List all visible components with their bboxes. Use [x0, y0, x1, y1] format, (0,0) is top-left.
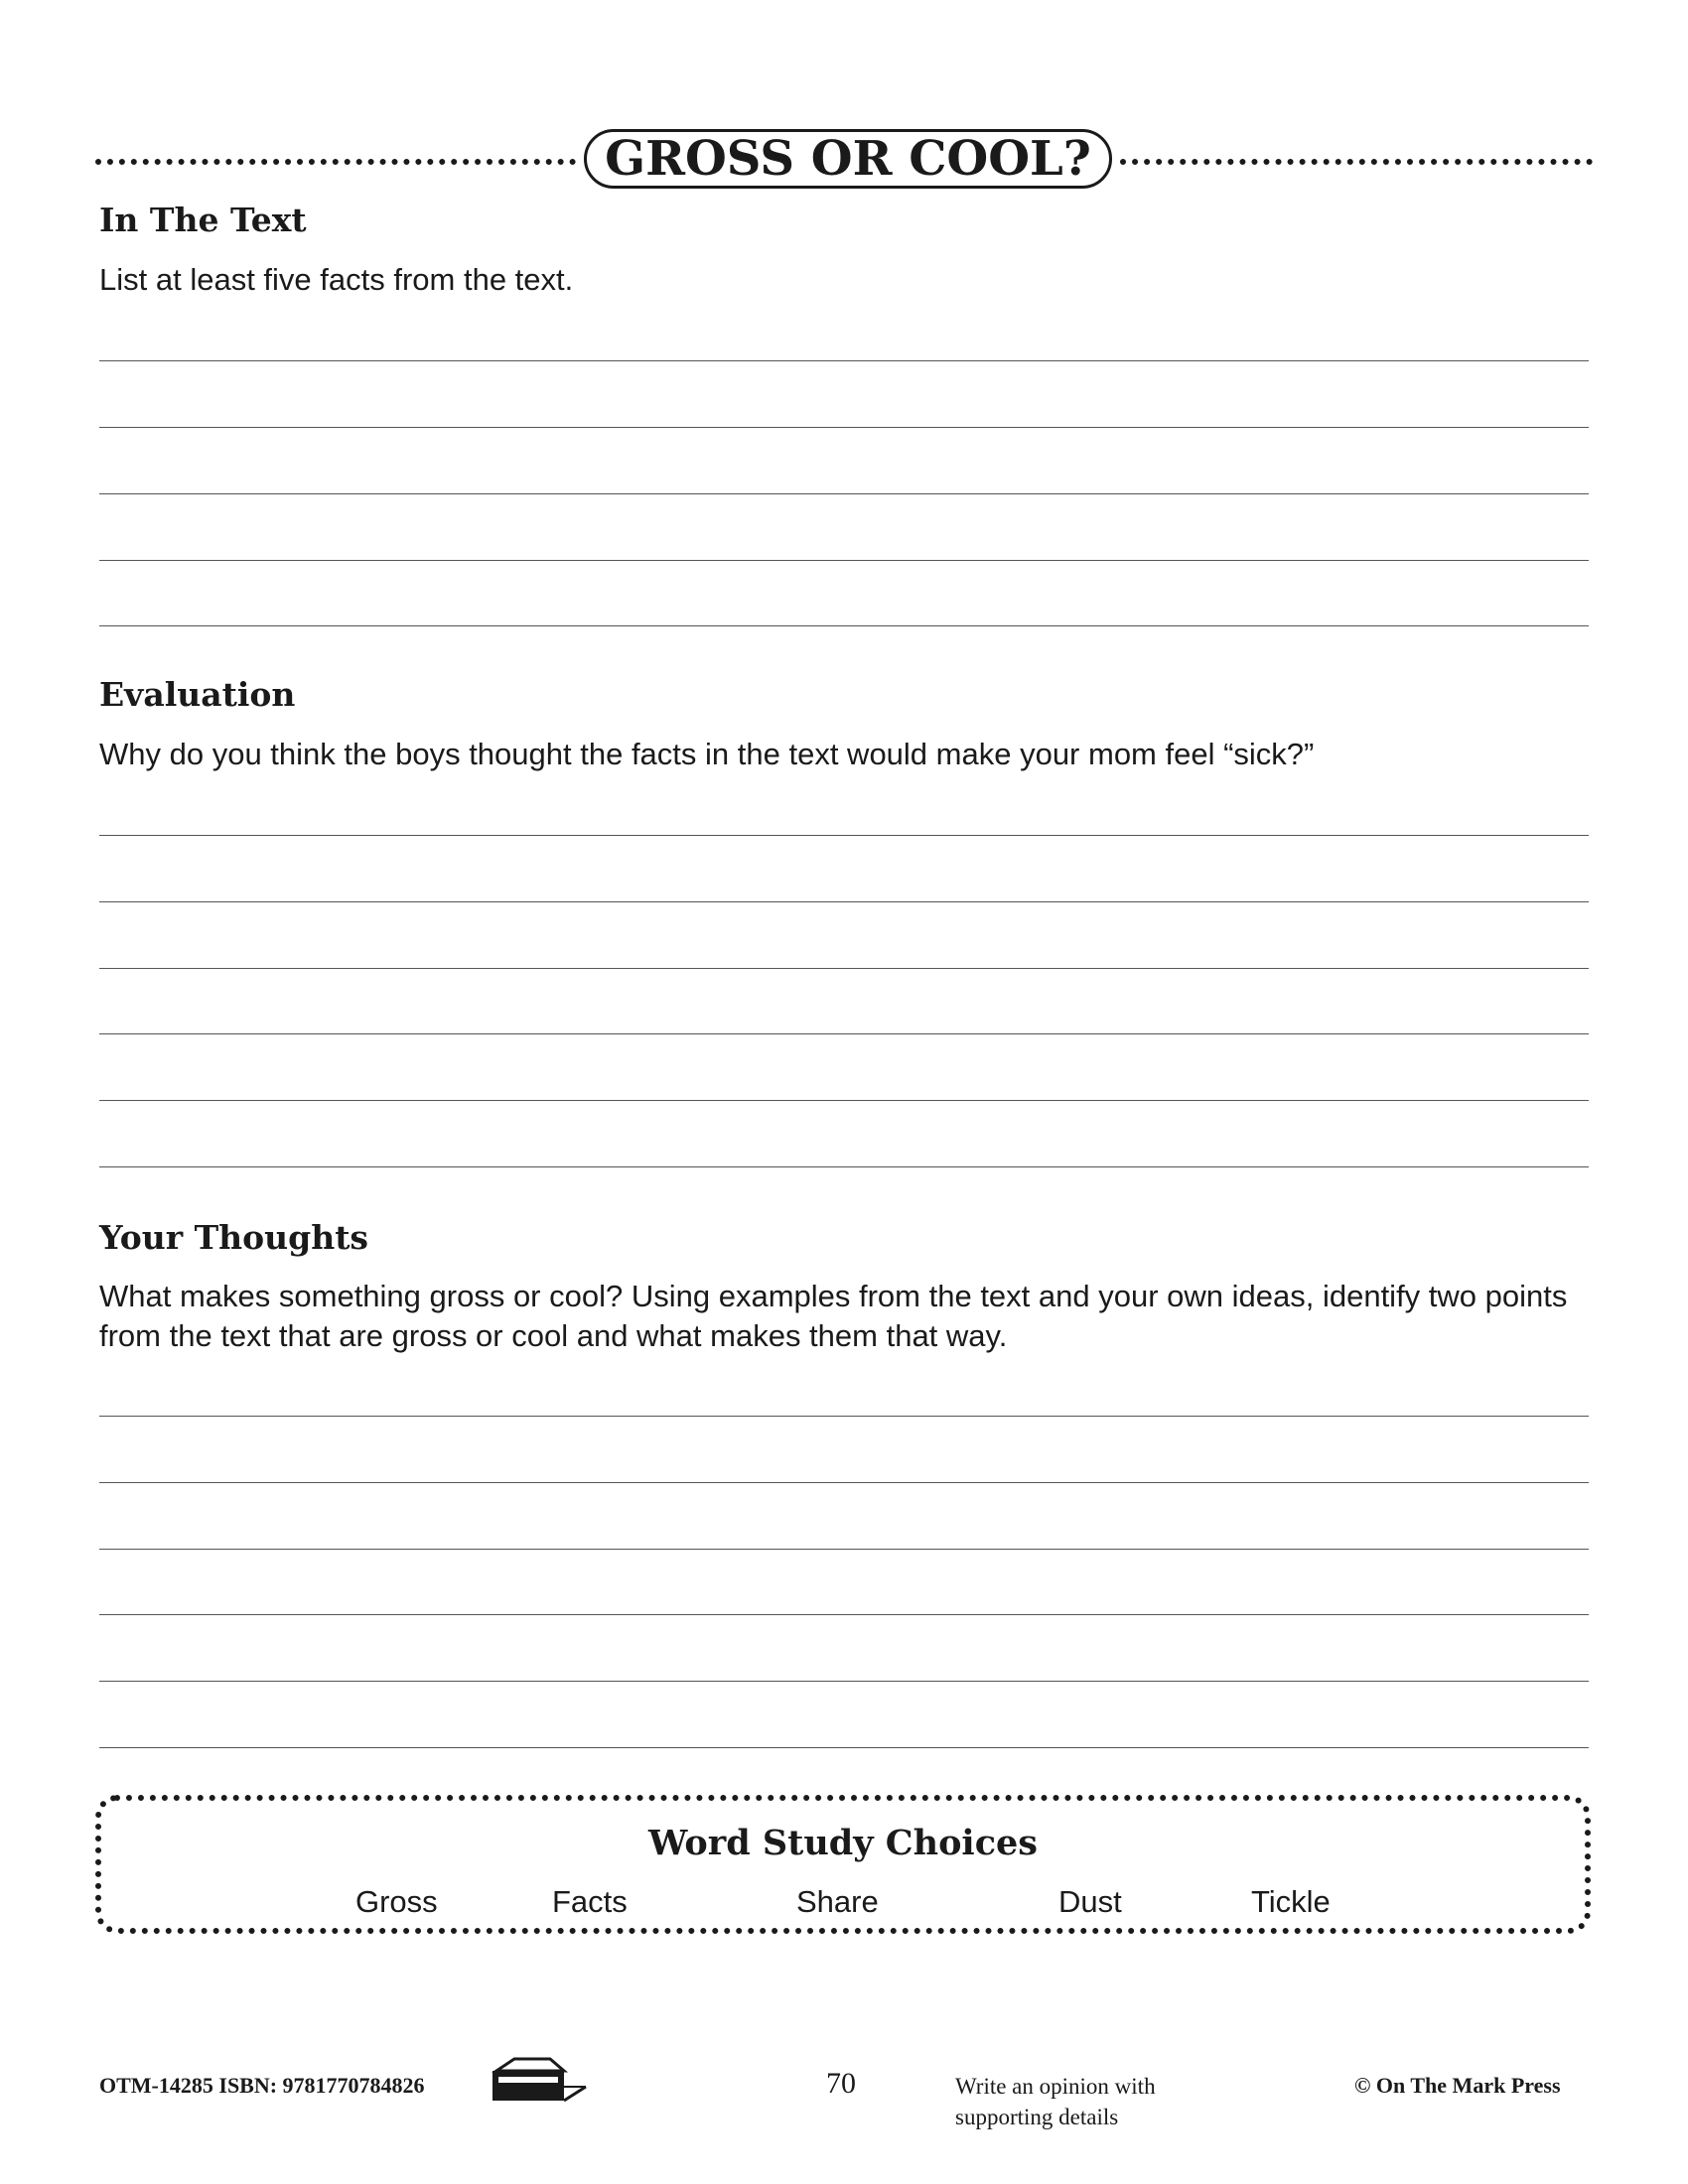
learning-standard-line: Write an opinion with [955, 2074, 1156, 2099]
answer-line[interactable] [99, 1033, 1589, 1034]
section-prompt-evaluation: Why do you think the boys thought the facts in the text would make your mom feel “sick?” [99, 737, 1315, 771]
answer-line[interactable] [99, 560, 1589, 561]
answer-line[interactable] [99, 427, 1589, 428]
section-heading-evaluation: Evaluation [99, 675, 296, 714]
page-title: GROSS OR COOL? [584, 129, 1112, 189]
answer-line[interactable] [99, 1681, 1589, 1682]
page-number: 70 [826, 2067, 856, 2100]
answer-line[interactable] [99, 1614, 1589, 1615]
word-choice: Share [796, 1884, 879, 1919]
answer-line[interactable] [99, 1416, 1589, 1417]
section-prompt-your-thoughts: What makes something gross or cool? Using examples from the text and your own ideas, identify two points from the text that are gross or cool and what makes them that way. [99, 1279, 1568, 1353]
footer-product-code: OTM-14285 ISBN: 9781770784826 [99, 2073, 425, 2098]
word-choice: Dust [1058, 1884, 1122, 1919]
word-study-box [95, 1795, 1591, 1934]
title-dotted-rule-right [1120, 159, 1593, 165]
word-study-title: Word Study Choices [647, 1823, 1038, 1863]
answer-line[interactable] [99, 1549, 1589, 1550]
answer-line[interactable] [99, 360, 1589, 361]
section-heading-your-thoughts: Your Thoughts [99, 1218, 369, 1257]
word-choice: Tickle [1251, 1884, 1331, 1919]
answer-line[interactable] [99, 1166, 1589, 1167]
answer-line[interactable] [99, 901, 1589, 902]
word-choice: Gross [355, 1884, 438, 1919]
publisher-credit: © On The Mark Press [1354, 2073, 1561, 2098]
title-dotted-rule-left [95, 159, 576, 165]
section-prompt-in-the-text: List at least five facts from the text. [99, 262, 574, 297]
word-choice: Facts [552, 1884, 628, 1919]
answer-line[interactable] [99, 968, 1589, 969]
learning-standard [955, 2071, 1253, 2132]
answer-line[interactable] [99, 835, 1589, 836]
answer-line[interactable] [99, 625, 1589, 626]
answer-line[interactable] [99, 493, 1589, 494]
answer-line[interactable] [99, 1747, 1589, 1748]
section-heading-in-the-text: In The Text [99, 201, 307, 239]
copier-icon [491, 2057, 590, 2105]
answer-line[interactable] [99, 1482, 1589, 1483]
answer-line[interactable] [99, 1100, 1589, 1101]
learning-standard-line: supporting details [955, 2105, 1119, 2129]
